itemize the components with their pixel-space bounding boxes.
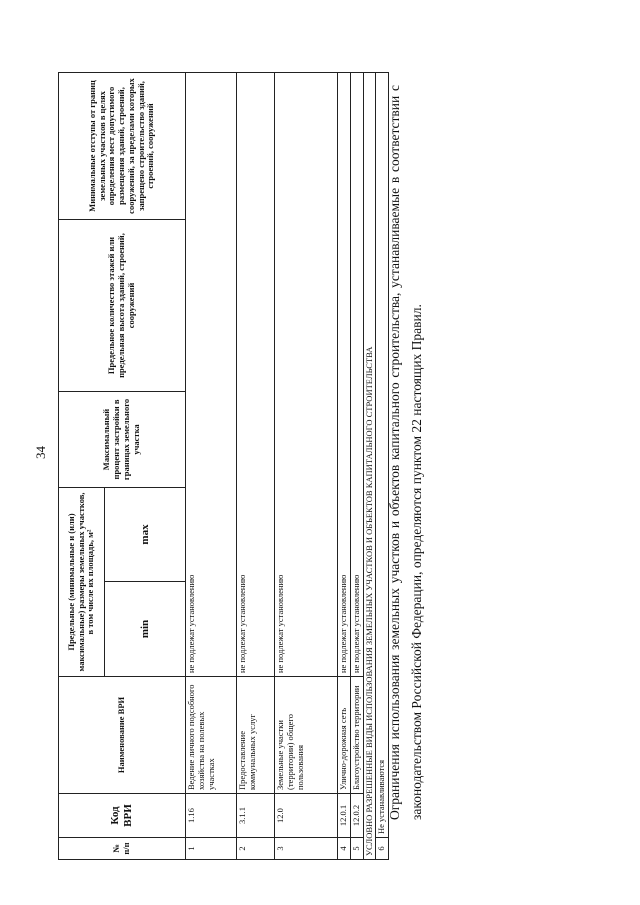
header-name: Наименование ВРИ	[59, 677, 186, 794]
table-row	[186, 73, 237, 860]
row-name: Земельные участки (территории) общего пользования	[275, 677, 338, 794]
row-num: 6	[376, 838, 389, 860]
section-row	[363, 73, 376, 860]
header-code: Код ВРИ	[59, 794, 186, 838]
row-value: не подлежат установлению	[275, 73, 338, 677]
table-row	[275, 73, 338, 860]
row-num: 3	[275, 838, 338, 860]
header-area-group: Предельные (минимальные и (или) максимальные) размеры земельных участков, в том числе их площадь, м²	[59, 488, 105, 677]
row-num: 4	[338, 838, 351, 860]
header-max: max	[105, 488, 186, 582]
row-code: 1.16	[186, 794, 237, 838]
header-setback: Минимальные отступы от границ земельных участков в целях определения мест допустимого размещения зданий, строений, сооружений, за пределами которых запрещено строительство зданий, строений, сооружений	[59, 73, 186, 220]
header-percent: Максимальный процент застройки в границах земельного участка	[59, 392, 186, 488]
row-value: не подлежат установлению	[237, 73, 275, 677]
row-name: Благоустройство территории	[350, 677, 363, 794]
table-row	[338, 73, 351, 860]
header-row	[59, 73, 105, 860]
row-name: Ведение личного подсобного хозяйства на полевых участках	[186, 677, 237, 794]
row-name: Улично-дорожная сеть	[338, 677, 351, 794]
footer-paragraph	[384, 85, 428, 820]
section-title: УСЛОВНО РАЗРЕШЕННЫЕ ВИДЫ ИСПОЛЬЗОВАНИЯ ЗЕМЕЛЬНЫХ УЧАСТКОВ И ОБЪЕКТОВ КАПИТАЛЬНОГО СТРОИТЕЛЬСТВА	[363, 73, 376, 860]
row-code: 12.0.1	[338, 794, 351, 838]
row-num: 1	[186, 838, 237, 860]
table-row	[350, 73, 363, 860]
row-num: 5	[350, 838, 363, 860]
row-code: 3.1.1	[237, 794, 275, 838]
row-value: не подлежат установлению	[350, 73, 363, 677]
header-num: № п/п	[59, 838, 186, 860]
row-num: 2	[237, 838, 275, 860]
row-value: не подлежат установлению	[186, 73, 237, 677]
row-name: Предоставление коммунальных услуг	[237, 677, 275, 794]
row-code: 12.0	[275, 794, 338, 838]
row-text: Не устанавливаются	[376, 73, 389, 838]
row-value: не подлежат установлению	[338, 73, 351, 677]
zoning-table	[58, 72, 389, 860]
row-code: 12.0.2	[350, 794, 363, 838]
footer-text: Ограничения использования земельных участков и объектов капитального строительства, устанавливаемые в соответствии с законодательством Российской Федерации, определяются пунктом 22 настоящих Правил.	[387, 85, 424, 820]
header-floors: Предельное количество этажей или предельная высота зданий, строений, сооружений	[59, 220, 186, 392]
header-min: min	[105, 582, 186, 677]
table-row	[237, 73, 275, 860]
page-number: 34	[33, 446, 48, 459]
